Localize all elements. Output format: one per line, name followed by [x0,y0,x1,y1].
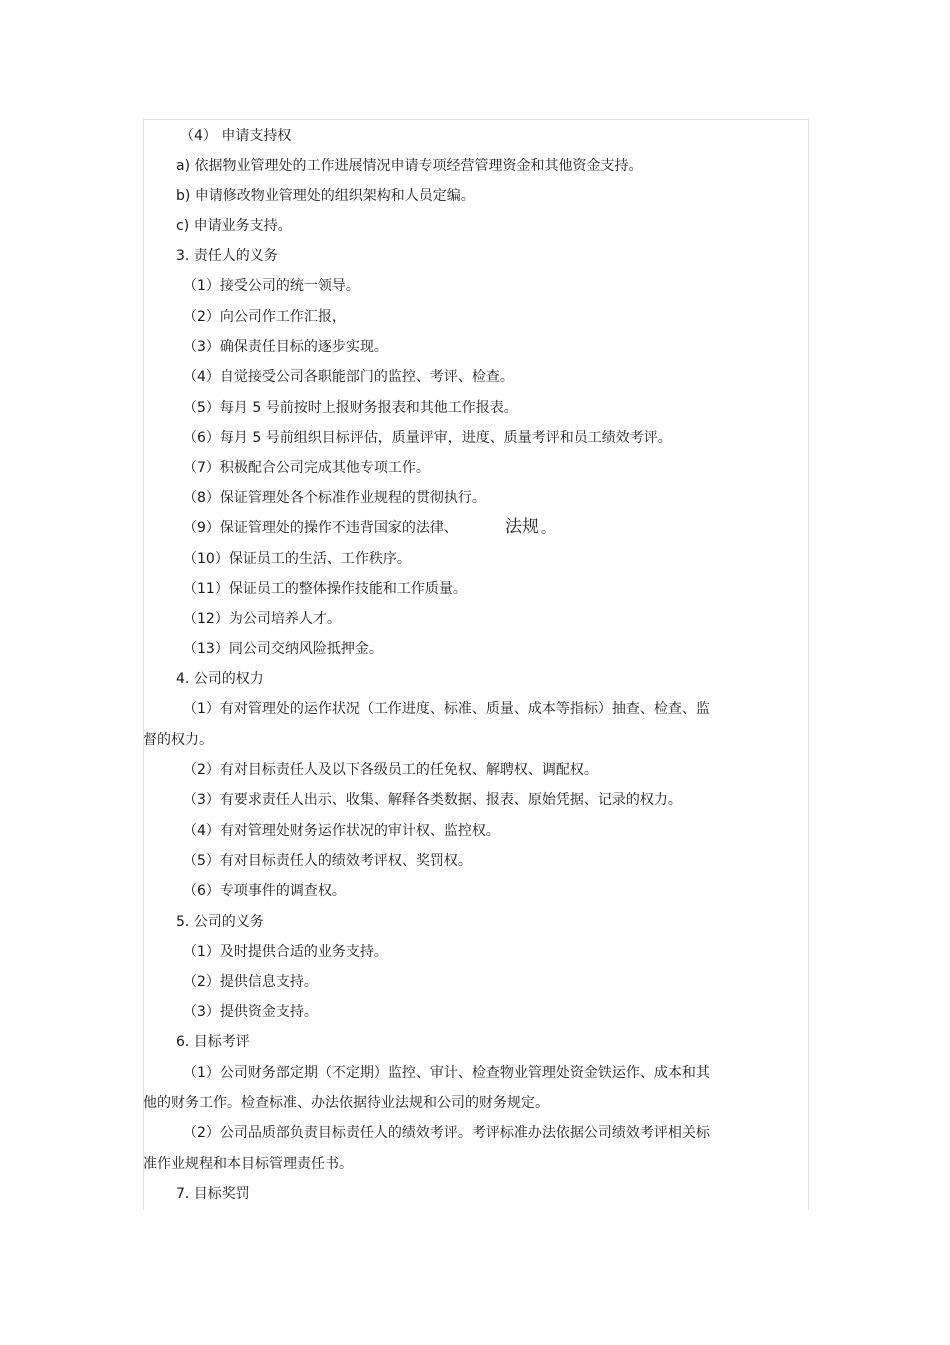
text-fragment-large: 法规 [505,517,539,537]
text-line: （7）积极配合公司完成其他专项工作。 [183,460,430,476]
text-line: （2）有对目标责任人及以下各级员工的任免权、解聘权、调配权。 [183,762,598,778]
text-line: （11）保证员工的整体操作技能和工作质量。 [183,581,467,597]
text-line: （3）提供资金支持。 [183,1004,318,1020]
text-line: （2）提供信息支持。 [183,974,318,990]
text-line: （13）同公司交纳风险抵押金。 [183,641,383,657]
text-line: （10）保证员工的生活、工作秩序。 [183,551,411,567]
text-line: （6）每月 5 号前组织目标评估，质量评审，进度、质量考评和员工绩效考评。 [183,430,672,446]
text-fragment: 。 [541,521,555,537]
text-line: a) 依据物业管理处的工作进展情况申请专项经营管理资金和其他资金支持。 [176,158,643,174]
text-line: （1）有对管理处的运作状况（工作进度、标准、质量、成本等指标）抽查、检查、监 [183,701,710,717]
text-line: （4）有对管理处财务运作状况的审计权、监控权。 [183,823,500,839]
text-line: （6）专项事件的调查权。 [183,883,346,899]
section-heading-company-duties: 5. 公司的义务 [176,914,264,930]
text-line-continuation: 督的权力。 [143,732,213,748]
section-heading-responsible-duties: 3. 责任人的义务 [176,248,278,264]
text-line: （3）有要求责任人出示、收集、解释各类数据、报表、原始凭据、记录的权力。 [183,792,682,808]
text-line: （1）及时提供合适的业务支持。 [183,944,388,960]
text-line-continuation: 准作业规程和本目标管理责任书。 [143,1156,353,1172]
text-line: （5）每月 5 号前按时上报财务报表和其他工作报表。 [183,400,518,416]
text-line: （2）向公司作工作汇报， [183,309,346,325]
text-line: （1）接受公司的统一领导。 [183,278,360,294]
text-line: （4）自觉接受公司各职能部门的监控、考评、检查。 [183,369,514,385]
text-line: （12）为公司培养人才。 [183,611,341,627]
text-line: （3）确保责任目标的逐步实现。 [183,339,388,355]
section-heading-target-evaluation: 6. 目标考评 [176,1034,250,1050]
section-heading-reward-penalty: 7. 目标奖罚 [176,1186,250,1202]
section-heading-company-powers: 4. 公司的权力 [176,671,264,687]
text-line: （2）公司品质部负责目标责任人的绩效考评。考评标准办法依据公司绩效考评相关标 [183,1125,710,1141]
text-line: （5）有对目标责任人的绩效考评权、奖罚权。 [183,853,472,869]
section-heading-apply-support: （4） 申请支持权 [180,128,292,144]
text-line: （9）保证管理处的操作不违背国家的法律、 [183,520,458,536]
text-line: （1）公司财务部定期（不定期）监控、审计、检查物业管理处资金铁运作、成本和其 [183,1065,710,1081]
text-line: （8）保证管理处各个标准作业规程的贯彻执行。 [183,490,486,506]
text-line-continuation: 他的财务工作。检查标准、办法依据待业法规和公司的财务规定。 [143,1095,549,1111]
text-line: c) 申请业务支持。 [176,218,292,234]
text-line: b) 申请修改物业管理处的组织架构和人员定编。 [176,188,475,204]
